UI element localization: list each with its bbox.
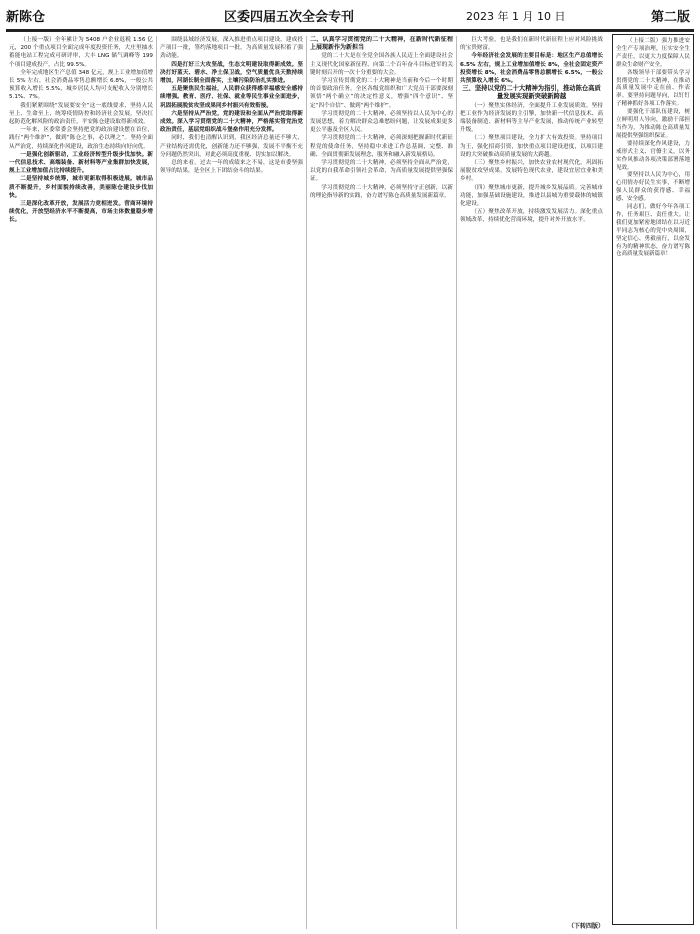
- paragraph: 学习宣传贯彻党的二十大精神是当前和今后一个时期的首要政治任务。全区各级党组织和广大党员干部要深刻领悟“两个确立”的决定性意义，增强“四个意识”、坚定“四个自信”、做到“两个维护”。: [310, 78, 453, 109]
- paragraph: 围绕县域经济发展，深入推进重点项目建设，建成投产项目一批，签约落地项目一批，为高质量发展积蓄了强劲动能。: [160, 37, 303, 60]
- page-number: 第二版: [650, 10, 690, 25]
- paragraph: （三）聚焦乡村振兴，加快农业农村现代化。巩固拓展脱贫攻坚成果，发展特色现代农业，建设宜居宜业和美乡村。: [460, 160, 603, 183]
- paragraph: 学习贯彻党的二十大精神，必须坚持以人民为中心的发展思想，着力解决群众急难愁盼问题，让发展成果更多更公平惠及全区人民。: [310, 110, 453, 134]
- paragraph: 六是坚持从严治党，党的建设和全面从严治党取得新成效。深入学习贯彻党的二十大精神，严格落实管党治党政治责任，基层党组织战斗堡垒作用充分发挥。: [160, 110, 303, 134]
- column-2: [156, 36, 306, 929]
- page-header: [6, 3, 694, 31]
- column-4: [456, 36, 606, 929]
- paragraph: 总的来看，过去一年的成绩来之不易，这是市委坚强领导的结果，是全区上下团结奋斗的结果。: [160, 160, 303, 175]
- section-heading: 二、认真学习贯彻党的二十大精神，在新时代新征程上展现新作为新担当: [310, 36, 453, 52]
- paragraph: 四是打好三大攻坚战，生态文明建设取得新成效。坚决打好蓝天、碧水、净土保卫战，空气质量优良天数持续增加，河湖长制全面落实，土壤污染防治扎实推进。: [160, 61, 303, 85]
- paragraph: 巨大考验，也是我们在新时代新征程上应对风险挑战的宝贵财富。: [460, 37, 603, 52]
- paragraph: 学习贯彻党的二十大精神，必须坚持全面从严治党，以党的自我革命引领社会革命，为高质量发展提供坚强保证。: [310, 160, 453, 183]
- paragraph: （四）聚焦城市更新，提升城乡发展品质。完善城市功能，加强基础设施建设，推进以县城为重要载体的城镇化建设。: [460, 184, 603, 208]
- paragraph: 同志们，做好今年各项工作，任务艰巨、责任重大。让我们更加紧密地团结在以习近平同志为核心的党中央周围，坚定信心、勇毅前行，以奋发有为的精神状态，奋力谱写陈仓高质量发展新篇章！: [616, 204, 690, 258]
- paragraph: 党的二十大是在全党全国各族人民迈上全面建设社会主义现代化国家新征程、向第二个百年奋斗目标进军的关键时刻召开的一次十分重要的大会。: [310, 53, 453, 76]
- paragraph: （二）聚焦项目建设，全力扩大有效投资。坚持项目为王，强化招商引资，加快重点项目建设进度，以项目建设的大突破推动高质量发展的大跨越。: [460, 135, 603, 158]
- paragraph: 要坚持以人民为中心，用心用情办好民生实事，不断增强人民群众的获得感、幸福感、安全感。: [616, 172, 690, 203]
- column-1: [6, 36, 156, 929]
- paragraph: 一是强化创新驱动，工业经济转型升级步伐加快。新一代信息技术、高端装备、新材料等产业集群加快发展，规上工业增加值占比持续提升。: [9, 151, 153, 175]
- paragraph: 同时，我们也清醒认识到，我区经济总量还不够大，产业结构还需优化，创新能力还不够强，发展不平衡不充分问题仍然突出，对此必须高度重视、切实加以解决。: [160, 135, 303, 158]
- paragraph: 五是聚焦民生福祉，人民群众获得感幸福感安全感持续增强。教育、医疗、社保、就业等民生事业全面进步，巩固拓展脱贫攻坚成果同乡村振兴有效衔接。: [160, 86, 303, 109]
- paragraph: （上接二版）强力推进安全生产专项治理，压实安全生产责任，以更大力度保障人民群众生命财产安全。: [616, 38, 690, 68]
- paragraph: 二是坚持城乡统筹，城市更新取得积极进展。城市品质不断提升，乡村面貌持续改善，美丽陈仓建设步伐加快。: [9, 176, 153, 199]
- paragraph: 要强化干部队伍建设，树立鲜明用人导向，激励干部担当作为，为推动陈仓高质量发展提供坚强组织保证。: [616, 109, 690, 139]
- paragraph: 各级领导干部要带头学习贯彻党的二十大精神，在推动高质量发展中走在前、作表率。要坚持问题导向，以钉钉子精神抓好各项工作落实。: [616, 69, 690, 108]
- column-3: [306, 36, 456, 929]
- paragraph: （一）聚焦实体经济，全面提升工业发展质效。坚持把工业作为经济发展的主引擎，加快新一代信息技术、高端装备制造、新材料等主导产业发展，推动传统产业转型升级。: [460, 102, 603, 134]
- issue-date: 2023 年 1 月 10 日: [466, 10, 566, 23]
- article-body: [6, 36, 606, 929]
- paragraph: 全年完成地区生产总值 348 亿元，规上工业增加值增长 5% 左右，社会消费品零售总额增长 6.8%，一般公共预算收入增长 5.5%，城乡居民人均可支配收入分别增长 5.1%、7%。: [9, 69, 153, 101]
- paragraph: 学习贯彻党的二十大精神，必须深刻把握新时代新征程党的使命任务，坚持稳中求进工作总基调，完整、准确、全面贯彻新发展理念，服务和融入新发展格局。: [310, 135, 453, 158]
- paragraph: 学习贯彻党的二十大精神，必须坚持守正创新，以新的理论指导新的实践，奋力谱写陈仓高质量发展新篇章。: [310, 184, 453, 199]
- header-rule: [6, 31, 694, 32]
- paragraph: 要持续深化作风建设，力戒形式主义、官僚主义，以务实作风推动各项决策部署落地见效。: [616, 140, 690, 171]
- continued-note: （下转四版）: [567, 923, 604, 930]
- sidebar-column: [612, 34, 694, 925]
- paragraph: 今年经济社会发展的主要目标是：地区生产总值增长 6.5% 左右，规上工业增加值增长 8%，全社会固定资产投资增长 8%，社会消费品零售总额增长 6.5%，一般公共预算收入增长 6%。: [460, 53, 603, 85]
- section-name: 新陈仓: [6, 10, 46, 25]
- paragraph: 三是深化改革开放，发展活力竞相迸发。营商环境持续优化，开放型经济水平不断提高，市场主体数量稳步增长。: [9, 201, 153, 224]
- section-heading: 三、坚持以党的二十大精神为指引，推动陈仓高质量发展实现新突破新跨越: [462, 85, 601, 101]
- paragraph: （上接一版）全年累计为 5408 户企业退税 1.56 亿元，200 个重点项目全面完成年度投资任务，大庄里抽水蓄能电站工程完成可研评审，大丰 LNG 储气调峰等 199 个项目建成投产，占比 99.5%。: [9, 37, 153, 68]
- paragraph: 我们紧紧围绕“发展要安全”这一底线要求，坚持人民至上、生命至上，统筹疫情防控和经济社会发展，坚决扛起防范化解风险的政治责任，平安陈仓建设取得新成效。: [9, 102, 153, 126]
- special-issue-title: 区委四届五次全会专刊: [224, 10, 355, 25]
- paragraph: （五）聚焦改革开放，持续激发发展活力。深化重点领域改革，持续优化营商环境，提升对外开放水平。: [460, 209, 603, 224]
- paragraph: 一年来，区委常委会坚持把党的政治建设摆在首位，践行“两个维护”，做到“陈仓之事，必以理之”。坚持全面从严治党，持续深化作风建设，政治生态持续向好向优。: [9, 127, 153, 150]
